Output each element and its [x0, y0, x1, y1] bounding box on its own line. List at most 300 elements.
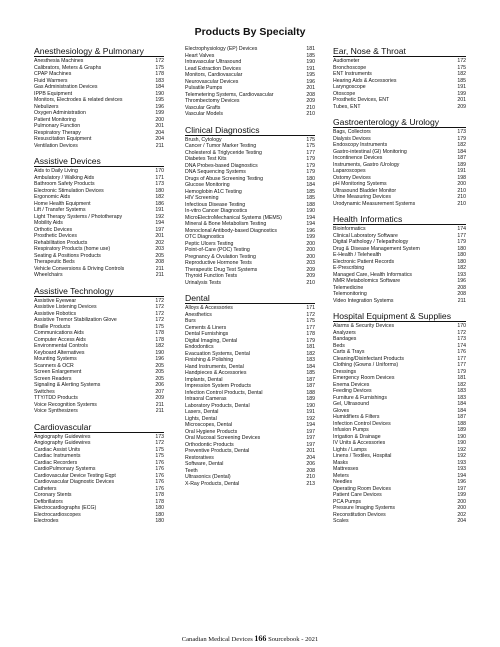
page-reference: 191: [306, 409, 315, 415]
page-reference: 204: [306, 454, 315, 461]
page-reference: 201: [155, 233, 164, 239]
product-name: Lasers, Dental: [185, 409, 219, 415]
page-reference: 195: [306, 72, 315, 78]
section-heading: Cardiovascular: [34, 422, 164, 433]
page-reference: 199: [457, 90, 466, 97]
page-reference: 174: [457, 226, 466, 232]
product-name: Cardiac Instruments: [34, 453, 81, 459]
page-reference: 189: [306, 396, 315, 402]
page-reference: 193: [457, 466, 466, 472]
product-name: Cleaning/Disinfectant Products: [333, 355, 404, 362]
page-reference: 180: [155, 187, 164, 194]
page-reference: 188: [306, 389, 315, 396]
page-number: 166: [254, 634, 267, 643]
product-name: Clinical Laboratory Software: [333, 232, 398, 239]
section-heading: Ear, Nose & Throat: [333, 46, 466, 57]
product-name: Point-of-Care (POC) Testing: [185, 247, 250, 253]
product-name: Digital Imaging, Dental: [185, 337, 238, 344]
product-name: Needles: [333, 479, 353, 485]
page-reference: 190: [306, 208, 315, 214]
page-reference: 175: [306, 318, 315, 324]
product-name: Orthotic Devices: [34, 226, 73, 233]
product-name: Cements & Liners: [185, 324, 227, 331]
product-name: Anesthetics: [185, 311, 212, 318]
page-reference: 191: [155, 207, 164, 213]
page-reference: 181: [457, 375, 466, 381]
product-name: Cholesterol & Triglyceride Testing: [185, 149, 262, 156]
page-reference: 200: [457, 505, 466, 511]
page-reference: 193: [457, 459, 466, 466]
product-name: Finishing & Polishing: [185, 357, 234, 363]
page-reference: 200: [155, 116, 164, 123]
section-heading: Assistive Devices: [34, 156, 164, 167]
product-name: Anesthesia Machines: [34, 58, 84, 64]
page-reference: 177: [457, 355, 466, 362]
product-name: Communications Aids: [34, 330, 84, 336]
product-name: Screen Readers: [34, 375, 72, 382]
page-reference: 193: [457, 271, 466, 278]
product-name: Urine Measuring Devices: [333, 194, 391, 200]
section-heading: Anesthesiology & Pulmonary: [34, 46, 164, 57]
product-entry: [333, 201, 466, 208]
page-reference: 175: [306, 136, 315, 143]
page-reference: 183: [155, 77, 164, 84]
page-reference: 185: [306, 370, 315, 376]
product-name: Aids to Daily Living: [34, 168, 78, 174]
product-name: Software, Dental: [185, 461, 224, 467]
product-name: Seating & Positions Products: [34, 252, 101, 259]
page-reference: 200: [457, 181, 466, 187]
page-reference: 176: [155, 479, 164, 485]
product-name: Oxygen Administration: [34, 110, 86, 116]
product-name: Mattresses: [333, 466, 359, 472]
product-entry: [185, 481, 315, 488]
product-name: Screen Enlargement: [34, 369, 82, 375]
page-reference: 178: [155, 71, 164, 77]
product-name: Digital Pathology / Telepathology: [333, 239, 409, 245]
product-name: CPAP Machines: [34, 71, 72, 77]
page-reference: 196: [306, 78, 315, 85]
product-name: Resuscitation Equipment: [34, 136, 92, 142]
product-name: HIV Screening: [185, 195, 219, 201]
product-name: DNA Sequencing Systems: [185, 169, 246, 175]
page-reference: 172: [306, 311, 315, 318]
product-name: Cardiovascular Device Testing Eqpt: [34, 472, 116, 479]
product-name: Endoscopy Instruments: [333, 142, 388, 148]
specialty-section: [185, 125, 315, 287]
page-reference: 172: [155, 297, 164, 304]
product-name: Carts & Trays: [333, 349, 365, 355]
product-name: Vascular Grafts: [185, 104, 221, 111]
product-name: Brush, Cytology: [185, 136, 222, 143]
page-reference: 198: [457, 174, 466, 181]
page-reference: 200: [306, 247, 315, 253]
product-name: Switches: [34, 388, 55, 395]
page-reference: 183: [306, 357, 315, 363]
page-reference: 172: [155, 310, 164, 317]
page-reference: 186: [155, 200, 164, 207]
page-reference: 202: [457, 511, 466, 518]
page-reference: 182: [457, 381, 466, 388]
product-name: Evacuation Systems, Dental: [185, 350, 250, 357]
page-reference: 183: [457, 388, 466, 394]
product-name: Otoscope: [333, 90, 356, 97]
page-reference: 210: [306, 474, 315, 480]
page-footer: [0, 634, 500, 643]
product-name: Angiography Guidewires: [34, 440, 91, 446]
product-name: Coronary Stents: [34, 492, 72, 498]
product-name: MicroElectroMechanical Systems (MEMS): [185, 214, 282, 221]
page-reference: 196: [155, 356, 164, 362]
page-reference: 190: [306, 402, 315, 409]
product-name: Feeding Devices: [333, 388, 372, 394]
product-name: Telemedicine: [333, 284, 364, 291]
product-name: Reproductive Hormone Tests: [185, 260, 252, 266]
page-reference: 205: [155, 362, 164, 369]
product-entry: [333, 104, 466, 111]
product-entry: [333, 518, 466, 525]
page-reference: 197: [155, 226, 164, 233]
product-name: Urinalysis Tests: [185, 279, 221, 286]
product-name: Ostomy Devices: [333, 174, 371, 181]
product-name: Oral Mucosal Screening Devices: [185, 435, 261, 441]
product-name: Masks: [333, 459, 348, 466]
product-name: Intraoral Cameras: [185, 396, 227, 402]
page-reference: 182: [155, 343, 164, 349]
product-name: Drugs of Abuse Screening Testing: [185, 175, 264, 182]
page-reference: 184: [457, 401, 466, 407]
product-name: Infection Control Products, Dental: [185, 389, 263, 396]
product-name: Bags, Collectors: [333, 129, 371, 135]
product-name: Assistive Listening Devices: [34, 304, 97, 310]
page-reference: 205: [155, 369, 164, 375]
product-name: Keyboard Alternatives: [34, 349, 85, 356]
product-name: Lift / Transfer Systems: [34, 207, 86, 213]
section-heading: Gastroenterology & Urology: [333, 117, 466, 128]
page-reference: 195: [155, 97, 164, 103]
page-reference: 207: [155, 388, 164, 395]
page-reference: 199: [155, 110, 164, 116]
footer-publisher: Canadian Medical Devices: [181, 636, 253, 643]
product-name: Wheelchairs: [34, 272, 63, 278]
page-reference: 188: [306, 201, 315, 208]
page-reference: 182: [155, 194, 164, 200]
page-reference: 179: [457, 239, 466, 245]
page-reference: 190: [457, 440, 466, 446]
page-reference: 197: [457, 485, 466, 492]
product-name: Telemonitoring: [333, 291, 367, 297]
page-reference: 185: [457, 77, 466, 84]
product-name: Scales: [333, 518, 349, 524]
product-name: Analyzers: [333, 329, 356, 336]
product-name: Assistive Eyewear: [34, 297, 77, 304]
product-name: Angiography Guidewires: [34, 433, 91, 440]
product-name: Electrocardioscopes: [34, 511, 81, 518]
page-reference: 180: [155, 518, 164, 524]
specialty-section: [34, 286, 164, 415]
page-reference: 175: [155, 323, 164, 330]
product-name: Dressings: [333, 368, 357, 375]
page-reference: 204: [155, 136, 164, 142]
product-name: Irrigation & Drainage: [333, 433, 381, 440]
product-name: Gloves: [333, 407, 350, 414]
specialty-section: [333, 117, 466, 207]
page-reference: 178: [155, 498, 164, 505]
product-name: Vehicle Conversions & Driving Controls: [34, 265, 125, 272]
page-reference: 185: [306, 52, 315, 59]
product-entry: [34, 408, 164, 415]
page-reference: 205: [155, 252, 164, 259]
product-name: Heart Valves: [185, 52, 215, 59]
specialty-section: [333, 311, 466, 525]
product-name: Lead Extraction Devices: [185, 65, 241, 72]
page-reference: 172: [457, 58, 466, 64]
page-reference: 211: [457, 297, 466, 304]
section-heading: Assistive Technology: [34, 286, 164, 297]
page-reference: 183: [457, 394, 466, 401]
page-reference: 172: [155, 304, 164, 310]
page-reference: 184: [306, 182, 315, 188]
page-reference: 176: [155, 472, 164, 479]
product-name: Ergonomic Aids: [34, 194, 71, 200]
page-reference: 181: [306, 344, 315, 350]
page-reference: 181: [306, 46, 315, 52]
product-name: Bathroom Safety Products: [34, 181, 95, 187]
page-reference: 208: [306, 91, 315, 98]
product-name: Enema Devices: [333, 381, 370, 388]
product-name: Alarms & Security Devices: [333, 323, 395, 329]
product-name: Drug & Disease Management System: [333, 245, 420, 252]
page-reference: 175: [155, 64, 164, 71]
product-name: CardioPulmonary Systems: [34, 466, 96, 472]
page-reference: 178: [155, 330, 164, 336]
column-1: [34, 46, 164, 532]
product-name: Computer Access Aids: [34, 336, 86, 343]
product-name: DNA Probes-based Diagnostics: [185, 162, 258, 169]
product-name: Infusion Pumps: [333, 427, 369, 433]
page-reference: 191: [457, 84, 466, 90]
product-name: Voice Recognition Systems: [34, 401, 97, 408]
product-name: Dental Furnishings: [185, 331, 229, 337]
product-name: Beds: [333, 342, 345, 349]
product-name: Alloys & Accessories: [185, 305, 233, 311]
product-name: Lights, Dental: [185, 415, 217, 422]
product-name: Preventive Products, Dental: [185, 448, 250, 454]
product-name: Assistive Robotics: [34, 310, 77, 317]
product-name: Respiratory Therapy: [34, 129, 81, 136]
product-name: Orthodontic Products: [185, 441, 234, 448]
product-name: Microscopes, Dental: [185, 422, 232, 428]
product-name: NMR Metabolomics Software: [333, 278, 401, 284]
page-reference: 178: [155, 336, 164, 343]
page-reference: 202: [155, 239, 164, 246]
product-name: Therapeutic Drug Test Systems: [185, 266, 258, 273]
specialty-section: [185, 46, 315, 118]
page-reference: 196: [457, 278, 466, 284]
product-name: Gel, Ultrasound: [333, 401, 370, 407]
page-reference: 209: [306, 98, 315, 104]
product-name: E-Health / Telehealth: [333, 252, 382, 258]
page-reference: 192: [457, 453, 466, 459]
product-name: X-Ray Products, Dental: [185, 480, 240, 487]
page-reference: 210: [457, 200, 466, 207]
page-reference: 176: [457, 349, 466, 355]
page-reference: 209: [457, 103, 466, 110]
page-reference: 177: [457, 362, 466, 368]
product-name: Patient Care Devices: [333, 492, 382, 498]
product-name: Laboratory Products, Dental: [185, 402, 250, 409]
product-name: Mobility Aids: [34, 220, 63, 226]
product-name: Impression System Products: [185, 383, 252, 389]
page-reference: 187: [306, 383, 315, 389]
page-reference: 208: [457, 284, 466, 291]
product-name: Linens / Textiles, Hospital: [333, 453, 392, 459]
product-name: Cardiovascular Diagnostic Devices: [34, 479, 115, 485]
page-reference: 208: [306, 467, 315, 474]
page-reference: 197: [306, 428, 315, 435]
page-reference: 175: [155, 453, 164, 459]
page-reference: 201: [306, 85, 315, 91]
product-name: Home Health Equipment: [34, 200, 91, 207]
product-name: Handpieces & Accessories: [185, 370, 247, 376]
specialty-section: [333, 214, 466, 304]
page-reference: 172: [457, 329, 466, 336]
product-name: Bronchoscope: [333, 64, 367, 71]
page-reference: 190: [457, 433, 466, 440]
product-name: Tubes, ENT: [333, 103, 361, 110]
page-reference: 201: [457, 97, 466, 103]
page-reference: 185: [306, 188, 315, 195]
product-name: Pulmonary Function: [34, 123, 81, 129]
page-reference: 211: [155, 401, 164, 408]
specialty-section: [34, 156, 164, 279]
product-name: Dialysis Devices: [333, 135, 371, 142]
product-name: Ultrasound Bladder Monitor: [333, 187, 397, 194]
column-2: [185, 46, 315, 494]
page-reference: 206: [155, 382, 164, 388]
page-reference: 177: [306, 149, 315, 156]
page-reference: 174: [457, 342, 466, 349]
page-reference: 194: [457, 472, 466, 479]
product-name: Infectious Disease Testing: [185, 201, 246, 208]
product-name: Electrophysiology (EP) Devices: [185, 46, 258, 52]
product-name: Laryngoscope: [333, 84, 366, 90]
product-name: Restoratives: [185, 454, 214, 461]
product-name: Electrodes: [34, 518, 59, 524]
page-reference: 196: [306, 227, 315, 234]
page-reference: 210: [306, 104, 315, 111]
page-reference: 200: [306, 240, 315, 247]
footer-edition: Sourcebook - 2021: [268, 636, 319, 643]
page-reference: 200: [306, 253, 315, 260]
page-reference: 194: [306, 221, 315, 227]
product-name: Pressure Imaging Systems: [333, 505, 395, 511]
product-name: Implants, Dental: [185, 376, 223, 383]
product-name: IV Units & Accessories: [333, 440, 386, 446]
page-reference: 177: [457, 232, 466, 239]
specialty-section: [185, 293, 315, 487]
product-name: Emergency Room Devices: [333, 375, 395, 381]
page-reference: 190: [155, 349, 164, 356]
product-name: Cancer / Tumor Marker Testing: [185, 143, 257, 149]
page-reference: 172: [155, 58, 164, 64]
product-name: Audiometer: [333, 58, 360, 64]
page-reference: 179: [306, 156, 315, 162]
page-reference: 191: [457, 168, 466, 174]
page-reference: 194: [306, 214, 315, 221]
product-name: Burs: [185, 318, 196, 324]
product-name: Incontinence Devices: [333, 155, 383, 161]
product-name: Catheters: [34, 485, 57, 492]
product-entry: [333, 298, 466, 305]
page-reference: 187: [457, 155, 466, 161]
page-reference: 209: [306, 266, 315, 273]
page-reference: 196: [155, 103, 164, 110]
page-reference: 173: [155, 181, 164, 187]
product-name: Bioinformatics: [333, 226, 366, 232]
product-name: Intravascular Ultrasound: [185, 59, 242, 65]
product-name: Meters: [333, 472, 349, 479]
page-title: Products By Specialty: [194, 26, 306, 38]
page-reference: 179: [457, 368, 466, 375]
product-name: Signaling & Alerting Systems: [34, 382, 101, 388]
product-name: Monoclonal Antibody-based Diagnostics: [185, 227, 277, 234]
page-reference: 209: [306, 273, 315, 279]
page-reference: 211: [155, 265, 164, 272]
page-reference: 180: [306, 175, 315, 182]
product-name: Electronic Stimulation Devices: [34, 187, 104, 194]
page-reference: 184: [306, 363, 315, 370]
page-reference: 179: [306, 337, 315, 344]
page-reference: 173: [457, 129, 466, 135]
page-reference: 180: [457, 245, 466, 252]
product-name: Ambulatory / Walking Aids: [34, 174, 95, 181]
product-name: Operating Room Devices: [333, 485, 391, 492]
product-name: Teeth: [185, 467, 198, 474]
section-heading: Hospital Equipment & Supplies: [333, 311, 466, 322]
page-reference: 209: [155, 395, 164, 401]
specialty-section: [34, 422, 164, 525]
page-reference: 192: [457, 446, 466, 453]
page-reference: 175: [155, 446, 164, 453]
product-name: Mineral & Bone Metabolism Testing: [185, 221, 267, 227]
page-reference: 189: [457, 427, 466, 433]
product-name: Clothing (Gowns / Uniforms): [333, 362, 399, 368]
product-name: Oral Hygiene Products: [185, 428, 238, 435]
page-reference: 182: [457, 142, 466, 148]
product-name: PCA Pumps: [333, 498, 361, 505]
product-name: IPPB Equipment: [34, 90, 73, 97]
page-reference: 210: [306, 279, 315, 286]
product-name: Fluid Warmers: [34, 77, 68, 84]
product-name: Managed Care, Health Informatics: [333, 271, 413, 278]
product-name: Electrocardiographs (ECG): [34, 505, 97, 511]
page-reference: 196: [457, 479, 466, 485]
product-name: Endodontics: [185, 344, 214, 350]
product-name: Prosthetic Devices: [34, 233, 77, 239]
page-reference: 203: [306, 260, 315, 266]
product-name: Vascular Models: [185, 111, 223, 117]
page-reference: 180: [457, 252, 466, 258]
page-reference: 173: [457, 336, 466, 342]
product-name: Instruments, Gastro /Urology: [333, 161, 400, 168]
product-name: Hearing Aids & Accessories: [333, 77, 397, 84]
product-name: Infection Control Devices: [333, 420, 391, 427]
page-reference: 197: [306, 441, 315, 448]
product-name: E-Prescribing: [333, 265, 365, 271]
product-name: Respiratory Products (home use): [34, 246, 111, 252]
product-entry: [185, 280, 315, 287]
